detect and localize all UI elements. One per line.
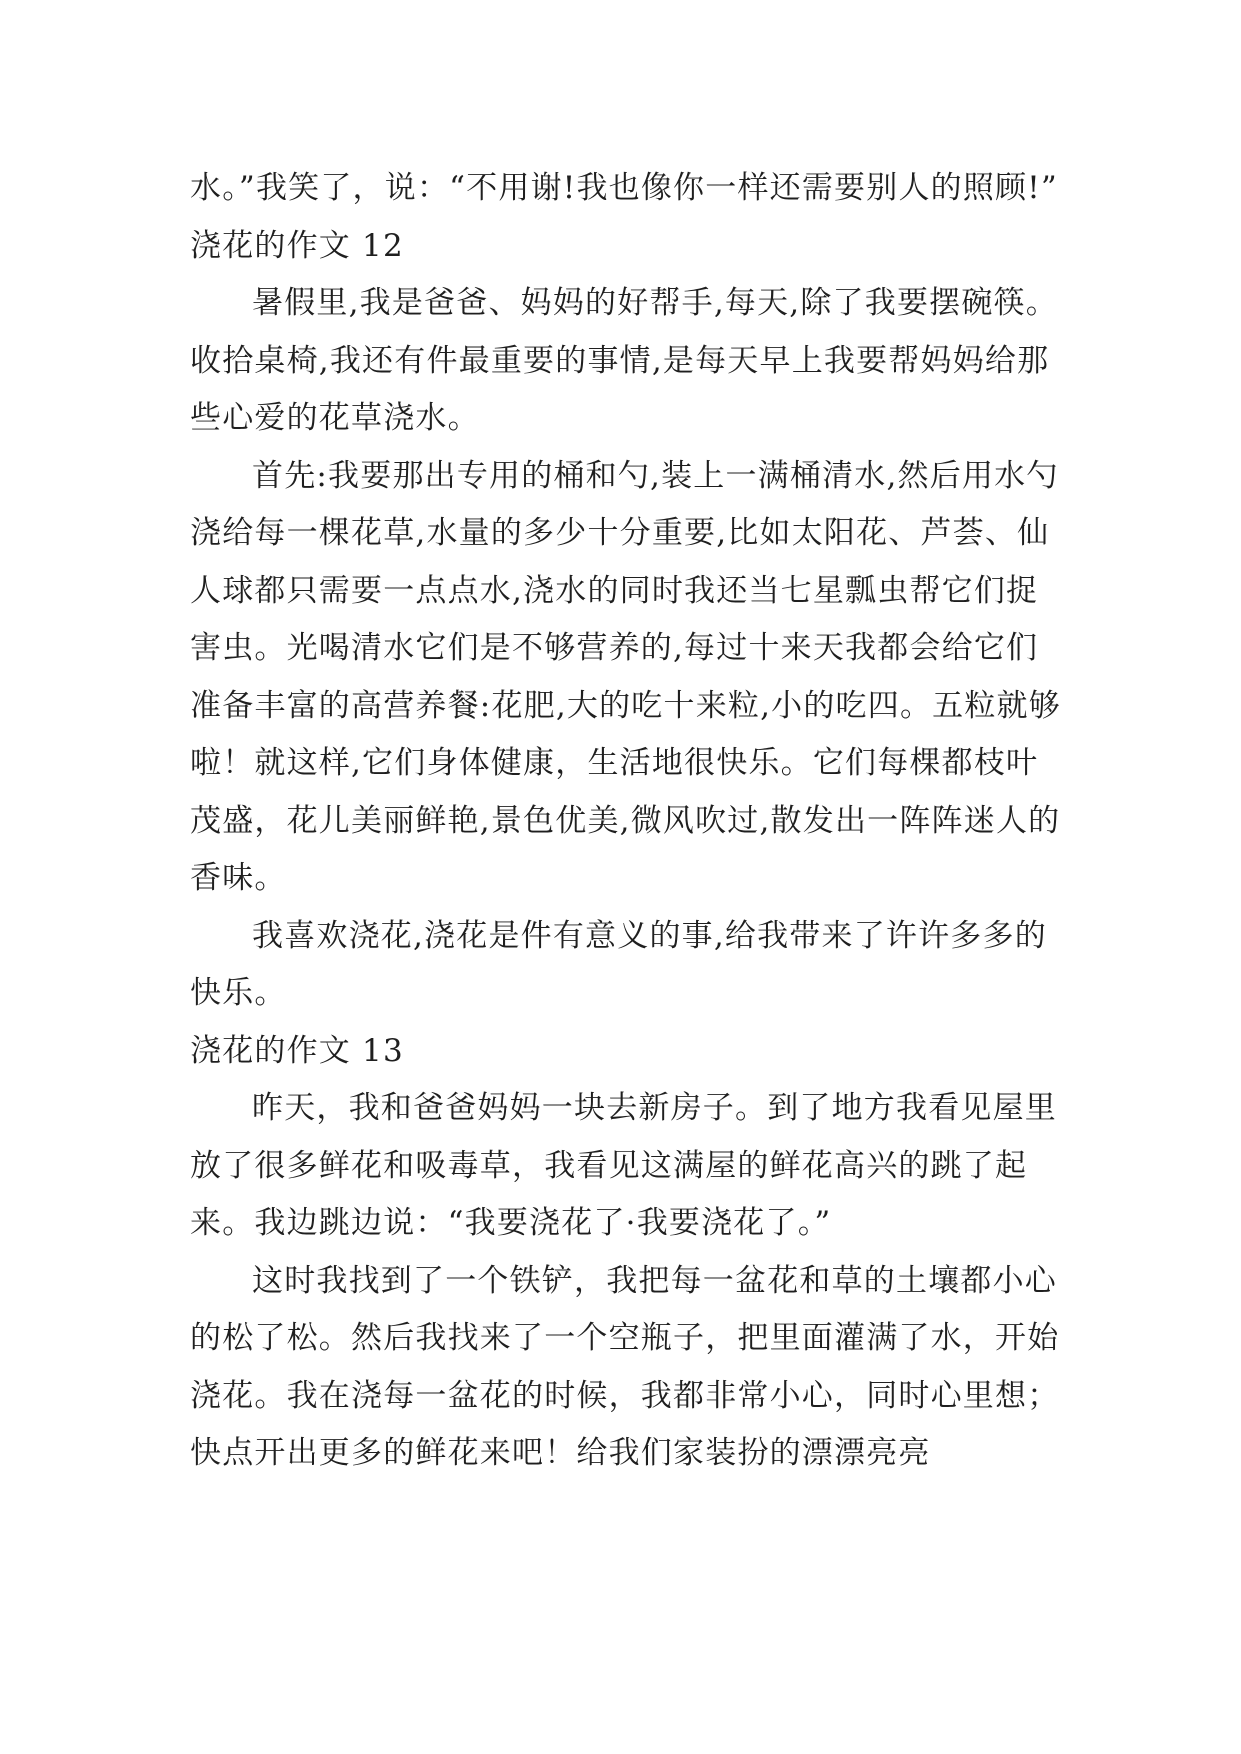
essay-title-13: 浇花的作文 13 <box>190 1032 404 1069</box>
paragraph: 暑假里,我是爸爸、妈妈的好帮手,每天,除了我要摆碗筷。收拾桌椅,我还有件最重要的事情,是每天早上我要帮妈妈给那些心爱的花草浇水。 <box>190 285 1058 436</box>
paragraph: 这时我找到了一个铁铲，我把每一盆花和草的土壤都小心的松了松。然后我找来了一个空瓶子，把里面灌满了水，开始浇花。我在浇每一盆花的时候，我都非常小心，同时心里想；快点开出更多的鲜花来吧！给我们家装扮的漂漂亮亮 <box>190 1262 1060 1471</box>
paragraph: 昨天，我和爸爸妈妈一块去新房子。到了地方我看见屋里放了很多鲜花和吸毒草，我看见这满屋的鲜花高兴的跳了起来。我边跳边说：“我要浇花了·我要浇花了。” <box>190 1090 1057 1241</box>
paragraph: 我喜欢浇花,浇花是件有意义的事,给我带来了许许多多的快乐。 <box>190 917 1047 1011</box>
paragraph: 首先:我要那出专用的桶和勺,装上一满桶清水,然后用水勺浇给每一棵花草,水量的多少十分重要,比如太阳花、芦荟、仙人球都只需要一点点水,浇水的同时我还当七星瓢虫帮它们捉害虫。光喝清水它们是不够营养的,每过十来天我都会给它们准备丰富的高营养餐:花肥,大的吃十来粒,小的吃四。五粒就够啦！就这样,它们身体健康，生活地很快乐。它们每棵都枝叶茂盛，花儿美丽鲜艳,景色优美,微风吹过,散发出一阵阵迷人的香味。 <box>190 457 1061 896</box>
document-body <box>190 160 1070 1483</box>
essay-title-12: 浇花的作文 12 <box>190 227 404 264</box>
continued-paragraph: 水。”我笑了，说：“不用谢!我也像你一样还需要别人的照顾!” <box>190 170 1058 206</box>
